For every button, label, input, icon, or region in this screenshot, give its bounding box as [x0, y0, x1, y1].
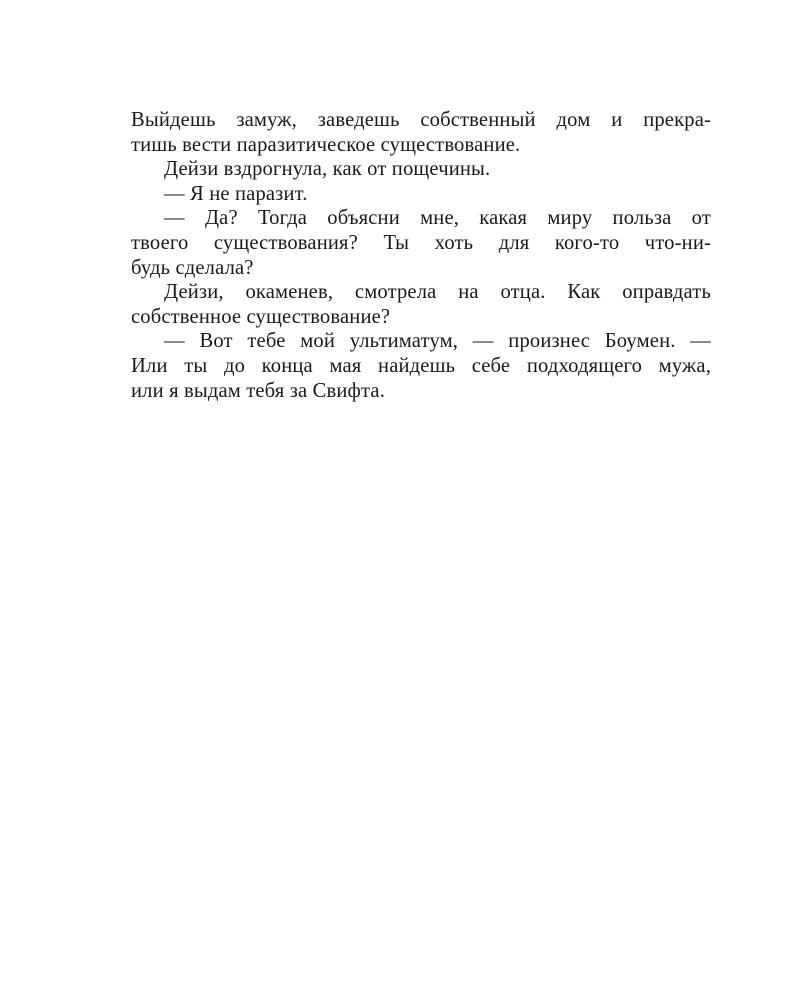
text-line: Дейзи вздрогнула, как от пощечины. [164, 158, 491, 181]
text-line: — Я не паразит. [164, 182, 308, 205]
text-line: собственное существование? [131, 305, 391, 328]
body-text [131, 108, 711, 403]
text-line: будь сделала? [131, 256, 254, 279]
text-line: твоего существования? Ты хоть для кого-то что-ни- [131, 231, 711, 254]
text-line: Выйдешь замуж, заведешь собственный дом и прекра- [131, 109, 711, 131]
text-line: тишь вести паразитическое существование. [131, 133, 521, 156]
text-line: — Да? Тогда объясни мне, какая миру польза от [164, 207, 711, 230]
text-line: или я выдам тебя за Свифта. [131, 379, 386, 402]
text-line: Или ты до конца мая найдешь себе подходящего мужа, [131, 354, 711, 377]
text-line: — Вот тебе мой ультиматум, — произнес Боумен. — [164, 330, 711, 353]
text-line: Дейзи, окаменев, смотрела на отца. Как оправдать [164, 281, 711, 304]
